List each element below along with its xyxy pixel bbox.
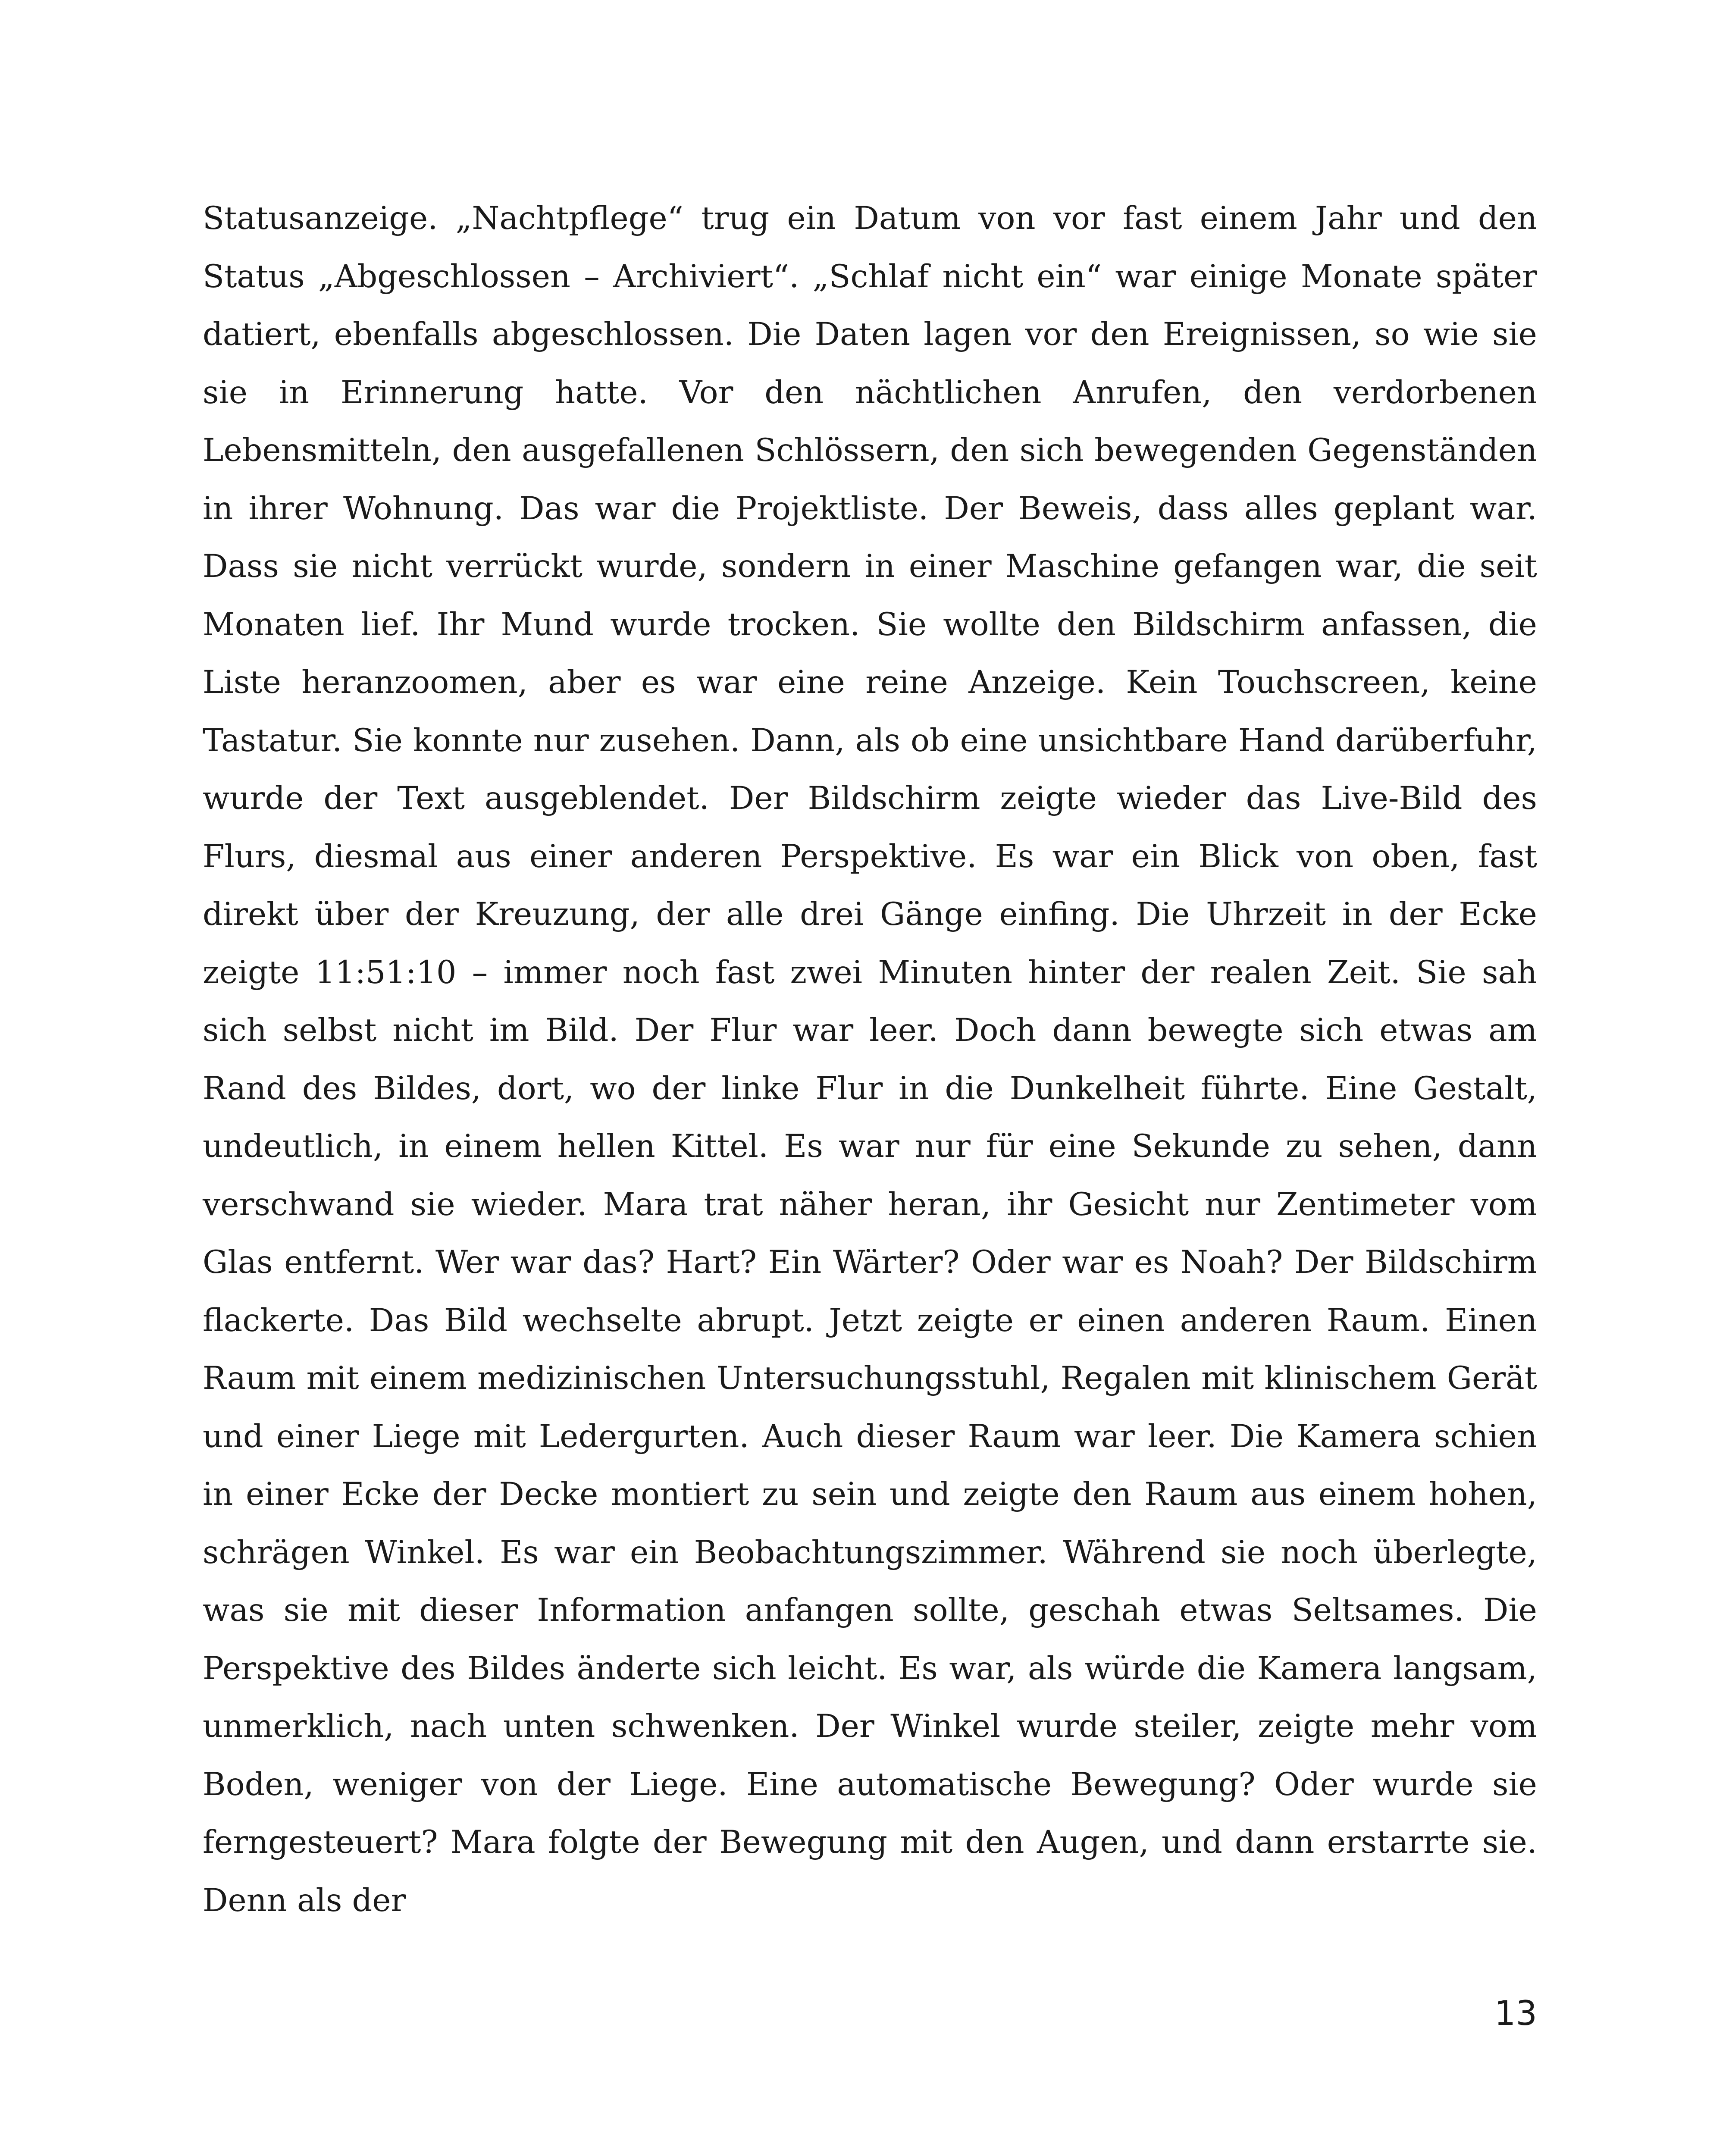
page-number: 13 (1494, 1994, 1537, 2033)
body-paragraph: Statusanzeige. „Nachtpflege“ trug ein Datum von vor fast einem Jahr und den Status „Abgeschlossen – Archiviert“. „Schlaf nicht ein“ war einige Monate später datiert, ebenfalls abgeschlossen. Die Daten lagen vor den Ereignissen, so wie sie sie in Erinnerung hatte. Vor den nächtlichen Anrufen, den verdorbenen Lebensmitteln, den ausgefallenen Schlössern, den sich bewegenden Gegenständen in ihrer Wohnung. Das war die Projektliste. Der Beweis, dass alles geplant war. Dass sie nicht verrückt wurde, sondern in einer Maschine gefangen war, die seit Monaten lief. Ihr Mund wurde trocken. Sie wollte den Bildschirm anfassen, die Liste heranzoomen, aber es war eine reine Anzeige. Kein Touchscreen, keine Tastatur. Sie konnte nur zusehen. Dann, als ob eine unsichtbare Hand darüberfuhr, wurde der Text ausgeblendet. Der Bildschirm zeigte wieder das Live-Bild des Flurs, diesmal aus einer anderen Perspektive. Es war ein Blick von oben, fast direkt über der Kreuzung, der alle drei Gänge einfing. Die Uhrzeit in der Ecke zeigte 11:51:10 – immer noch fast zwei Minuten hinter der realen Zeit. Sie sah sich selbst nicht im Bild. Der Flur war leer. Doch dann bewegte sich etwas am Rand des Bildes, dort, wo der linke Flur in die Dunkelheit führte. Eine Gestalt, undeutlich, in einem hellen Kittel. Es war nur für eine Sekunde zu sehen, dann verschwand sie wieder. Mara trat näher heran, ihr Gesicht nur Zentimeter vom Glas entfernt. Wer war das? Hart? Ein Wärter? Oder war es Noah? Der Bildschirm flackerte. Das Bild wechselte abrupt. Jetzt zeigte er einen anderen Raum. Einen Raum mit einem medizinischen Untersuchungsstuhl, Regalen mit klinischem Gerät und einer Liege mit Ledergurten. Auch dieser Raum war leer. Die Kamera schien in einer Ecke der Decke montiert zu sein und zeigte den Raum aus einem hohen, schrägen Winkel. Es war ein Beobachtungszimmer. Während sie noch überlegte, was sie mit dieser Information anfangen sollte, geschah etwas Seltsames. Die Perspektive des Bildes änderte sich leicht. Es war, als würde die Kamera langsam, unmerklich, nach unten schwenken. Der Winkel wurde steiler, zeigte mehr vom Boden, weniger von der Liege. Eine automatische Bewegung? Oder wurde sie ferngesteuert? Mara folgte der Bewegung mit den Augen, und dann erstarrte sie. Denn als der (203, 200, 1537, 1919)
